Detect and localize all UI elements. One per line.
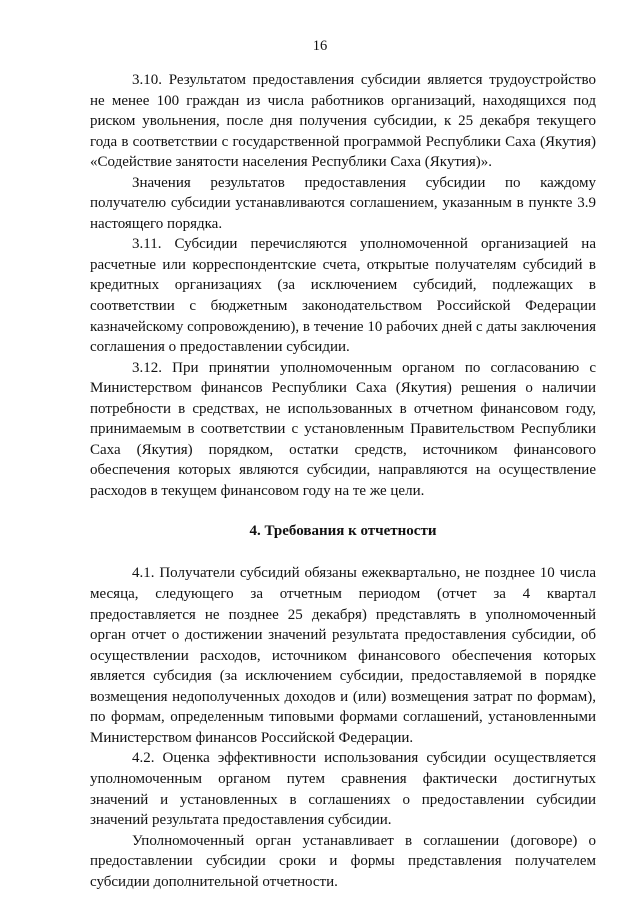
- section-heading-reporting: 4. Требования к отчетности: [249, 523, 437, 540]
- paragraph-4-2: 4.2. Оценка эффективности использования субсидии осуществляется уполномоченным органом путем сравнения фактически достигнутых значений и установленных в соглашениях о предоставлении субсидии значений результата предоставления субсидии.: [90, 750, 596, 829]
- page-number: 16: [312, 38, 328, 54]
- paragraph-3-10: 3.10. Результатом предоставления субсидии является трудоустройство не менее 100 граждан из числа работников организаций, находящихся под риском увольнения, после дня получения субсидии, к 25 декабря текущего года в соответствии с государственной программой Республики Саха (Якутия) «Содействие занятости населения Республики Саха (Якутия)».: [90, 72, 596, 171]
- paragraph-3-11: 3.11. Субсидии перечисляются уполномоченной организацией на расчетные или корреспондентские счета, открытые получателям субсидий в кредитных организациях (за исключением субсидий, подлежащих в соответствии с бюджетным законодательством Российской Федерации казначейскому сопровождению), в течение 10 рабочих дней с даты заключения соглашения о предоставлении субсидии.: [90, 236, 596, 356]
- paragraph-3-12: 3.12. При принятии уполномоченным органом по согласованию с Министерством финансов Республики Саха (Якутия) решения о наличии потребности в средствах, не использованных в отчетном финансовом году, принимаемым в соответствии с установленным Правительством Республики Саха (Якутия) порядком, остатки средств, источником финансового обеспечения которых являются субсидии, направляются на осуществление расходов в текущем финансовом году на те же цели.: [90, 359, 596, 499]
- document-body: [90, 70, 596, 892]
- paragraph-additional-reporting: Уполномоченный орган устанавливает в соглашении (договоре) о предоставлении субсидии сроки и формы представления получателем субсидии дополнительной отчетности.: [90, 832, 596, 890]
- paragraph-results-values: Значения результатов предоставления субсидии по каждому получателю субсидии устанавливаются соглашением, указанным в пункте 3.9 настоящего порядка.: [90, 174, 596, 232]
- paragraph-4-1: 4.1. Получатели субсидий обязаны ежеквартально, не позднее 10 числа месяца, следующего за отчетным периодом (отчет за 4 квартал предоставляется не позднее 25 декабря) представлять в уполномоченный орган отчет о достижении значений результата предоставления субсидии, об осуществлении расходов, источником финансового обеспечения которых является субсидия (за исключением субсидии, предоставляемой в порядке возмещения недополученных доходов и (или) возмещения затрат по формам), по формам, определенным типовыми формами соглашений, установленными Министерством финансов Российской Федерации.: [90, 565, 596, 746]
